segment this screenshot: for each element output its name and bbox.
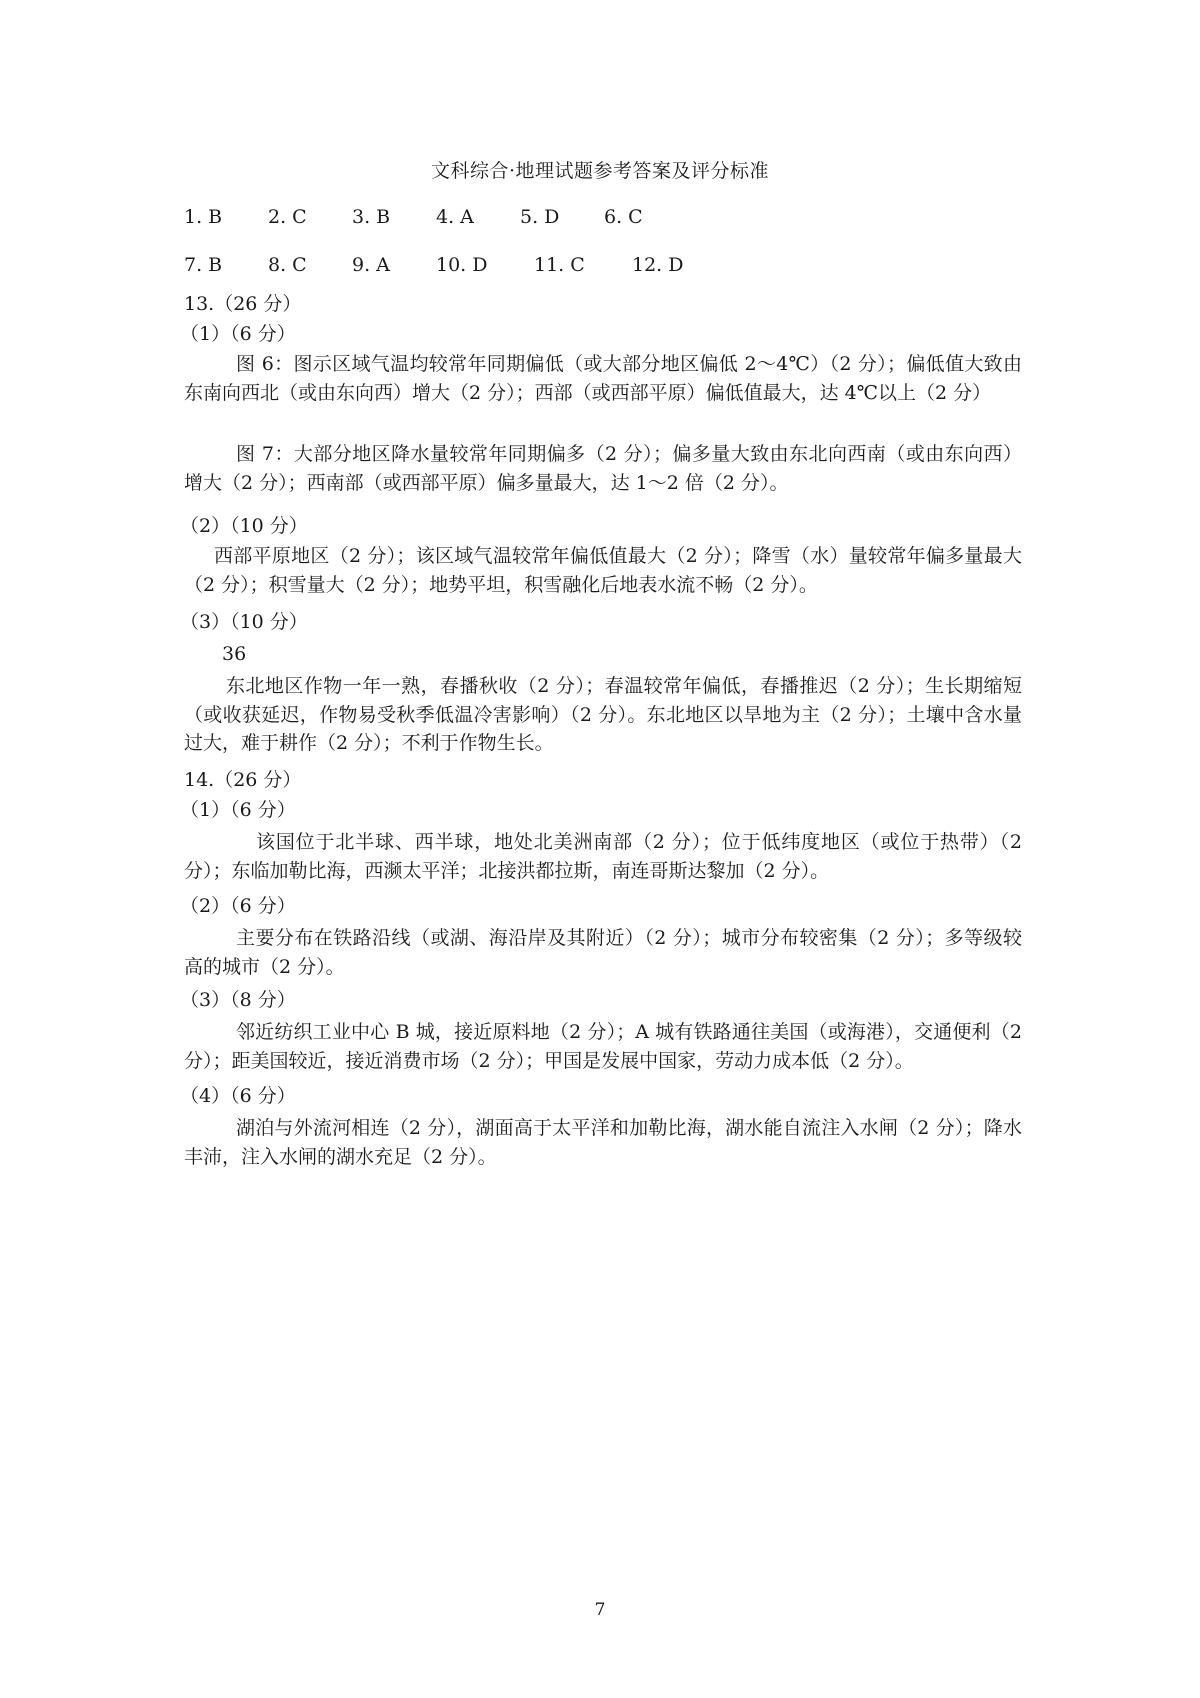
mc-answers-row-1 [184,206,688,228]
q14-part3-header: （3）（8 分） [180,989,296,1011]
mc-answer: 6. C [604,206,643,228]
q13-part1-header: （1）（6 分） [180,323,296,345]
mc-answer: 2. C [268,206,307,228]
mc-answer: 9. A [352,254,390,276]
mc-answer: 3. B [352,206,391,228]
q13-part3-answer: 东北地区作物一年一熟，春播秋收（2 分）；春温较常年偏低，春播推迟（2 分）；生长期缩短（或收获延迟，作物易受秋季低温冷害影响）（2 分）。东北地区以旱地为主（2 分）；土壤中含水量过大，难于耕作（2 分）；不利于作物生长。 [184,675,1022,754]
q13-part2-header: （2）（10 分） [180,515,308,537]
q14-part2-header: （2）（6 分） [180,895,296,917]
page-title: 文科综合·地理试题参考答案及评分标准 [430,160,770,182]
page-number: 7 [594,1600,606,1620]
q13-part3-header: （3）（10 分） [180,611,308,633]
mc-answer: 5. D [520,206,560,228]
mc-answer: 1. B [184,206,223,228]
q13-part1-fig7-answer: 图 7：大部分地区降水量较常年同期偏多（2 分）；偏多量大致由东北向西南（或由东向西）增大（2 分）；西南部（或西部平原）偏多量最大，达 1～2 倍（2 分）。 [184,443,1022,494]
mc-answer: 12. D [632,254,684,276]
q14-part3-answer: 邻近纺织工业中心 B 城，接近原料地（2 分）；A 城有铁路通往美国（或海港），交通便利（2 分）；距美国较近，接近消费市场（2 分）；甲国是发展中国家，劳动力成本低（2 分）。 [184,1021,1022,1072]
mc-answers-row-2 [184,254,730,276]
q14-part4-header: （4）（6 分） [180,1085,296,1107]
q14-part4-answer: 湖泊与外流河相连（2 分），湖面高于太平洋和加勒比海，湖水能自流注入水闸（2 分）；降水丰沛，注入水闸的湖水充足（2 分）。 [184,1117,1022,1168]
mc-answer: 10. D [436,254,488,276]
mc-answer: 11. C [534,254,585,276]
q14-part2-answer: 主要分布在铁路沿线（或湖、海沿岸及其附近）（2 分）；城市分布较密集（2 分）；多等级较高的城市（2 分）。 [184,927,1022,978]
q14-header: 14.（26 分） [184,769,302,791]
q14-part1-header: （1）（6 分） [180,799,296,821]
q13-part2-answer: 西部平原地区（2 分）；该区域气温较常年偏低值最大（2 分）；降雪（水）量较常年偏多量最大（2 分）；积雪量大（2 分）；地势平坦，积雪融化后地表水流不畅（2 分）。 [184,545,1022,596]
mc-answer: 7. B [184,254,223,276]
q13-part3-number: 36 [222,643,247,665]
q13-header: 13.（26 分） [184,293,302,315]
mc-answer: 4. A [436,206,474,228]
q13-part1-fig6-answer: 图 6：图示区域气温均较常年同期偏低（或大部分地区偏低 2～4℃）（2 分）；偏低值大致由东南向西北（或由东向西）增大（2 分）；西部（或西部平原）偏低值最大，达 4℃以上（2 分） [184,353,1022,404]
mc-answer: 8. C [268,254,307,276]
q14-part1-answer: 该国位于北半球、西半球，地处北美洲南部（2 分）；位于低纬度地区（或位于热带）（2 分）；东临加勒比海，西濒太平洋；北接洪都拉斯，南连哥斯达黎加（2 分）。 [184,831,1022,882]
